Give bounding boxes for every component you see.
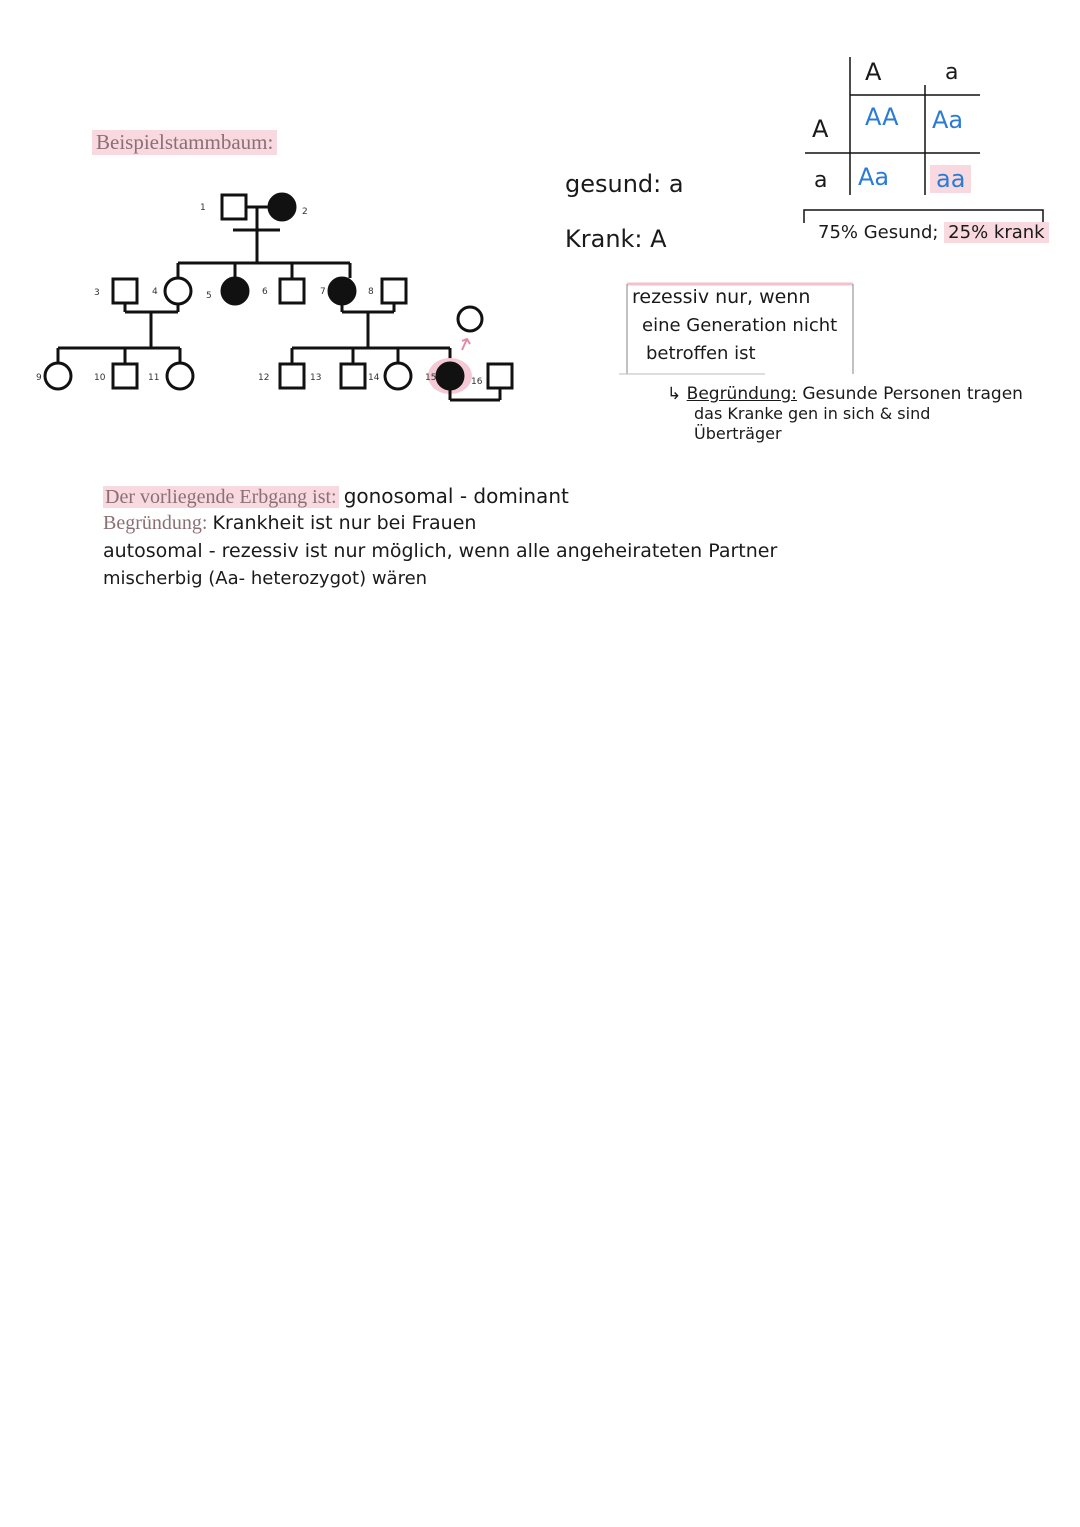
label-10: 10 <box>94 373 106 383</box>
punnett-row-header-2: a <box>814 168 828 193</box>
label-11: 11 <box>148 373 160 383</box>
conclusion-line-4: mischerbig (Aa- heterozygot) wären <box>103 568 428 589</box>
conclusion-label: Der vorliegende Erbgang ist: <box>105 486 337 508</box>
person-15-female-affected <box>437 363 463 389</box>
allele-healthy: gesund: a <box>565 170 684 198</box>
punnett-cell-Aa-1: Aa <box>932 106 964 134</box>
result-sick: 25% krank <box>944 222 1048 243</box>
person-4-female <box>165 278 191 304</box>
conclusion-reason-value: Krankheit ist nur bei Frauen <box>212 512 477 534</box>
person-14-female <box>385 363 411 389</box>
note-line-3: betroffen ist <box>646 343 756 364</box>
person-16-male <box>488 364 512 388</box>
punnett-cell-aa: aa <box>930 165 971 193</box>
person-11-female <box>167 363 193 389</box>
person-9-female <box>45 363 71 389</box>
pedigree-title: Beispielstammbaum: <box>92 130 277 155</box>
person-2-female-affected <box>269 194 295 220</box>
person-6-male <box>280 279 304 303</box>
label-5: 5 <box>206 291 212 301</box>
person-unnamed-female <box>458 307 482 331</box>
conclusion-value: gonosomal - dominant <box>343 484 569 508</box>
punnett-col-header-2: a <box>945 60 959 85</box>
pedigree-chart <box>30 180 530 420</box>
label-2: 2 <box>302 207 308 217</box>
note-line-1: rezessiv nur, wenn <box>632 286 811 308</box>
person-3-male <box>113 279 137 303</box>
note-reason-line-3: Überträger <box>694 424 782 443</box>
reason-arrow-icon: ↳ <box>667 384 682 404</box>
punnett-cell-AA: AA <box>865 103 899 131</box>
conclusion-reason-label: Begründung: <box>103 512 208 534</box>
label-9: 9 <box>36 373 42 383</box>
label-12: 12 <box>258 373 270 383</box>
person-10-male <box>113 364 137 388</box>
label-7: 7 <box>320 287 326 297</box>
person-13-male <box>341 364 365 388</box>
person-7-female-affected <box>329 278 355 304</box>
punnett-row-header-1: A <box>812 115 829 143</box>
person-5-female-affected <box>222 278 248 304</box>
label-15: 15 <box>425 373 437 383</box>
conclusion-line-1 <box>103 484 569 509</box>
label-8: 8 <box>368 287 374 297</box>
label-1: 1 <box>200 203 206 213</box>
label-3: 3 <box>94 288 100 298</box>
label-4: 4 <box>152 287 158 297</box>
label-16: 16 <box>471 377 483 387</box>
note-reason-line-1 <box>667 384 1023 404</box>
punnett-col-header-1: A <box>865 58 882 86</box>
allele-sick: Krank: A <box>565 225 667 253</box>
label-13: 13 <box>310 373 322 383</box>
note-reason-text: Gesunde Personen tragen <box>802 384 1023 404</box>
note-reason-label: Begründung: <box>686 384 797 404</box>
person-8-male <box>382 279 406 303</box>
punnett-result <box>818 222 1049 243</box>
note-reason-line-2: das Kranke gen in sich & sind <box>694 404 931 423</box>
punnett-cell-Aa-2: Aa <box>858 163 890 191</box>
person-1-male <box>222 195 246 219</box>
note-line-2: eine Generation nicht <box>642 315 838 336</box>
conclusion-line-3: autosomal - rezessiv ist nur möglich, wenn alle angeheirateten Partner <box>103 540 778 562</box>
label-6: 6 <box>262 287 268 297</box>
person-12-male <box>280 364 304 388</box>
result-healthy: 75% Gesund; <box>818 222 939 243</box>
label-14: 14 <box>368 373 380 383</box>
conclusion-line-2 <box>103 512 476 535</box>
